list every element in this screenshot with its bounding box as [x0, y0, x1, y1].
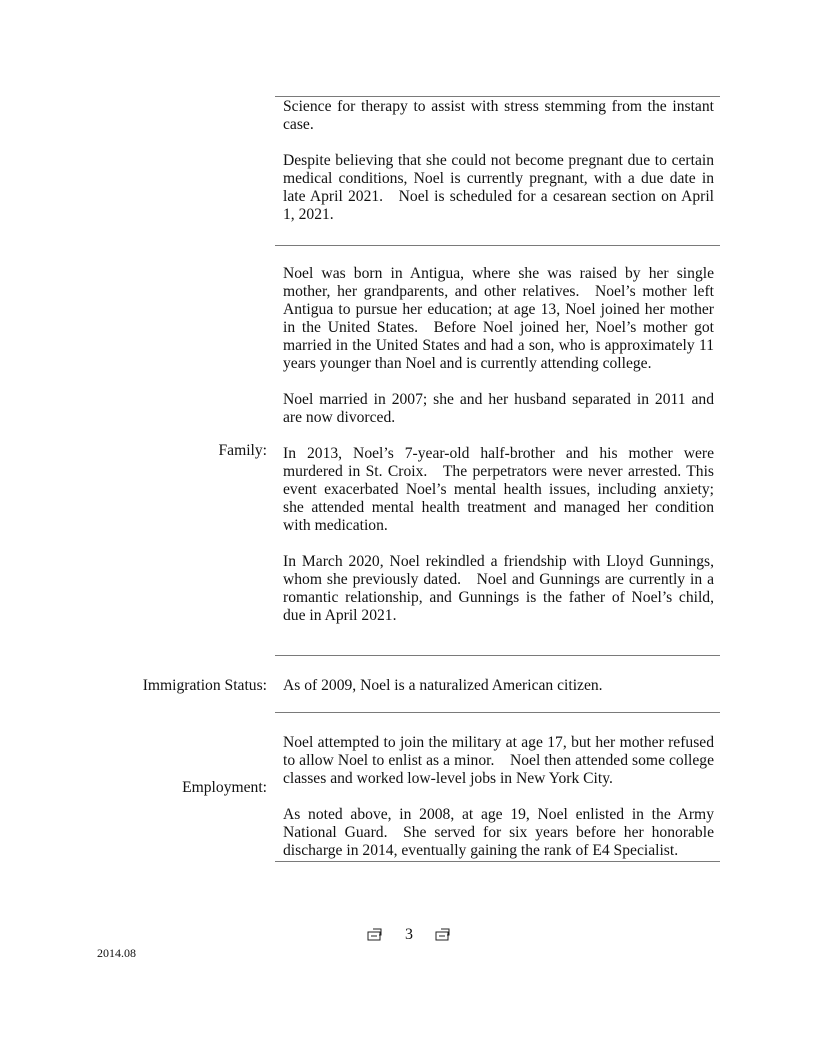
continued-section [283, 98, 714, 224]
form-code: 2014.08 [97, 946, 136, 960]
family-section [283, 265, 714, 625]
immigration-text: As of 2009, Noel is a naturalized American citizen. [283, 677, 603, 694]
continued-paragraph-1: Science for therapy to assist with stress stemming from the instant case. [283, 98, 714, 133]
family-paragraph-3: In 2013, Noel’s 7-year-old half-brother and his mother were murdered in St. Croix. The perpetrators were never arrested. This event exacerbated Noel’s mental health issues, including anxiety; she attended mental health treatment and managed her condition with medication. [283, 445, 714, 534]
scroll-icon [434, 928, 452, 942]
continued-paragraph-2: Despite believing that she could not become pregnant due to certain medical conditions, Noel is currently pregnant, with a due date in late April 2021. Noel is scheduled for a cesarean section on April 1, 2021. [283, 152, 714, 223]
employment-label: Employment: [182, 779, 267, 796]
family-label: Family: [218, 442, 267, 459]
scroll-icon [366, 928, 384, 942]
family-paragraph-1: Noel was born in Antigua, where she was raised by her single mother, her grandparents, and other relatives. Noel’s mother left Antigua to pursue her education; at age 13, Noel joined her mother in the United States. Before Noel joined her, Noel’s mother got married in the United States and had a son, who is approximately 11 years younger than Noel and is currently attending college. [283, 265, 714, 372]
page-number-footer [366, 926, 452, 944]
divider-family [275, 245, 720, 246]
employment-paragraph-1: Noel attempted to join the military at age 17, but her mother refused to allow Noel to enlist as a minor. Noel then attended some college classes and worked low-level jobs in New York City. [283, 734, 714, 787]
page-number: 3 [405, 926, 413, 943]
immigration-section [283, 677, 714, 695]
immigration-label: Immigration Status: [142, 677, 267, 694]
divider-employment [275, 712, 720, 713]
divider-bottom [275, 861, 720, 862]
family-paragraph-2: Noel married in 2007; she and her husband separated in 2011 and are now divorced. [283, 391, 714, 426]
divider-immigration [275, 655, 720, 656]
family-paragraph-4: In March 2020, Noel rekindled a friendship with Lloyd Gunnings, whom she previously dated. Noel and Gunnings are currently in a romantic relationship, and Gunnings is the father of Noel’s child, due in April 2021. [283, 553, 714, 624]
employment-section [283, 734, 714, 860]
employment-paragraph-2: As noted above, in 2008, at age 19, Noel enlisted in the Army National Guard. She served for six years before her honorable discharge in 2014, eventually gaining the rank of E4 Specialist. [283, 806, 714, 859]
divider-top [275, 96, 720, 97]
